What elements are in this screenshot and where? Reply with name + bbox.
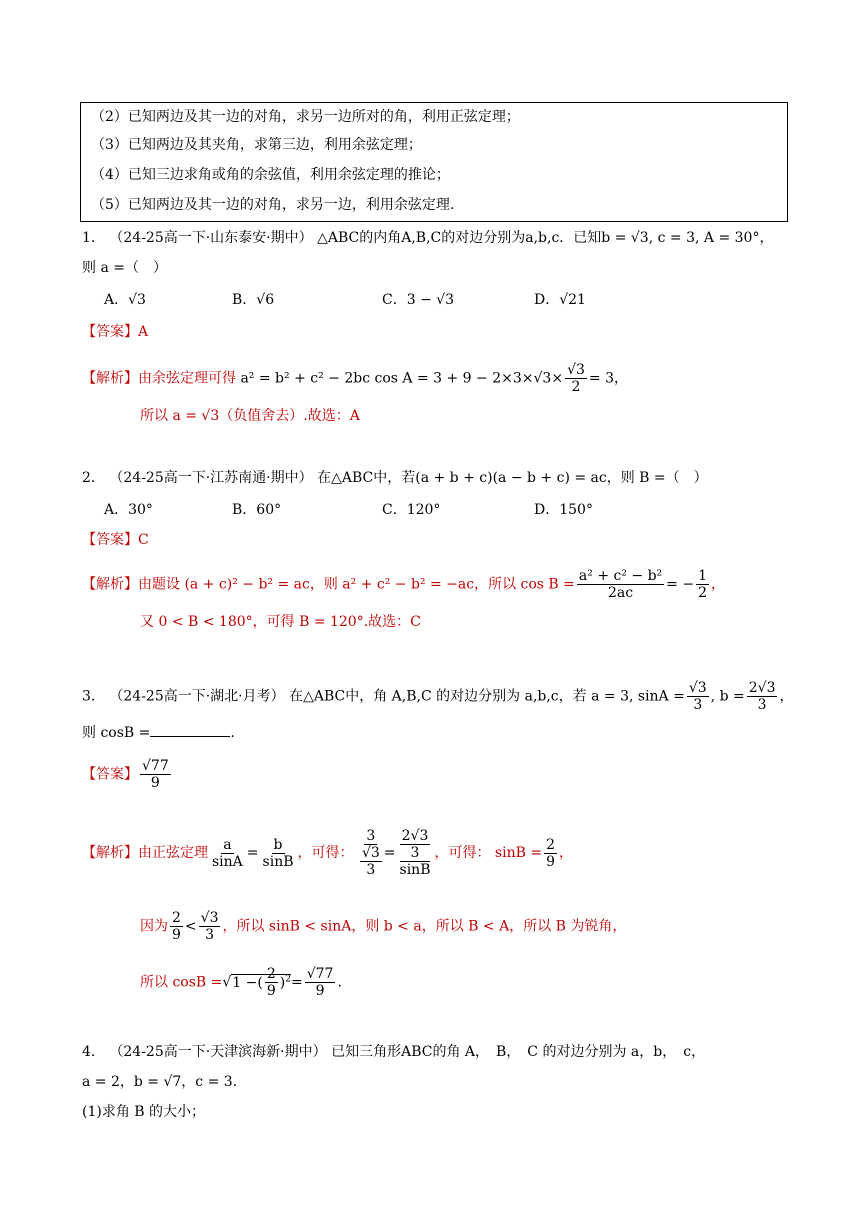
- fraction: [199, 910, 221, 943]
- fraction: [360, 845, 382, 878]
- fraction-den: 3: [205, 927, 215, 943]
- question-text: 在△ABC中，角 A,B,C 的对边分别为 a,b,c，若 a = 3, sinA =: [289, 688, 685, 705]
- fraction-num: 2√3: [748, 680, 776, 696]
- answer-1: [82, 322, 148, 342]
- fraction-den: 9: [546, 853, 556, 870]
- analysis-text: 由正弦定理: [138, 845, 208, 861]
- box-row-2: （2）已知两边及其一边的对角，求另一边所对的角，利用正弦定理；: [91, 109, 520, 125]
- question-4-sub1: (1)求角 B 的大小；: [82, 1104, 206, 1120]
- question-number: 4．: [82, 1044, 105, 1060]
- fraction-num: a: [223, 836, 232, 853]
- option-b: B．√6: [232, 292, 275, 308]
- answer-tag: 【答案】: [82, 324, 138, 340]
- analysis-tag: 【解析】: [82, 845, 138, 861]
- fraction: [305, 966, 336, 999]
- equals: =: [383, 845, 396, 861]
- method-summary-box: [80, 102, 788, 222]
- analysis-math-end: ，: [711, 576, 725, 593]
- question-text-end: .: [230, 725, 235, 741]
- analysis-math-mid: = −: [666, 576, 695, 593]
- question-4-line2: a = 2，b = √7，c = 3.: [82, 1074, 238, 1090]
- fraction: [210, 837, 245, 870]
- option-a: A．√3: [104, 292, 146, 308]
- fraction-den: 9: [172, 927, 181, 943]
- analysis-text: ，: [559, 845, 574, 861]
- question-text: 已知三角形ABC的角 A， B， C 的对边分别为 a，b， c，: [331, 1044, 706, 1060]
- fraction: [687, 680, 709, 713]
- analysis-1-line2: 所以 a = √3（负值舍去）.故选：A: [140, 408, 360, 424]
- question-source: （24-25高一下·江苏南通·期中）: [109, 470, 313, 486]
- less-than: <: [184, 918, 197, 935]
- question-source: （24-25高一下·湖北·月考）: [109, 688, 285, 705]
- question-4: [82, 1042, 705, 1062]
- fraction: [747, 680, 778, 713]
- fraction: [400, 828, 431, 862]
- question-3-line2: [82, 722, 235, 743]
- compound-fraction-left: [360, 828, 382, 878]
- sqrt-inner: 1 −: [232, 974, 258, 991]
- fraction-den: 9: [315, 983, 325, 999]
- analysis-3-line2: [140, 910, 626, 943]
- box-row-5: （5）已知两边及其一边的对角，求另一边，利用余弦定理.: [91, 197, 455, 213]
- fraction-den: 9: [150, 775, 160, 791]
- fraction-num: b: [273, 836, 283, 853]
- answer-value: A: [138, 324, 149, 340]
- analysis-text: 所以 cosB =: [140, 974, 223, 991]
- analysis-tag: 【解析】: [82, 576, 138, 593]
- analysis-math-end: = 3，: [588, 370, 628, 387]
- fraction-num: √3: [688, 680, 707, 696]
- answer-fraction: [140, 758, 171, 791]
- question-text: 在△ABC中，若(a + b + c)(a − b + c) = ac，则 B =（ ）: [317, 470, 708, 486]
- question-text-end: ，: [779, 688, 794, 705]
- analysis-math: (a + c)² − b² = ac，则 a² + c² − b² = −ac，所以 cos B =: [184, 576, 575, 593]
- answer-3: [82, 758, 173, 791]
- question-number: 2．: [82, 470, 105, 486]
- fraction-den: 2: [698, 585, 707, 601]
- option-c: C．120°: [382, 502, 441, 518]
- analysis-text: ，可得：: [297, 845, 354, 861]
- question-text: △ABC的内角A,B,C的对边分别为a,b,c．已知b = √3, c = 3, A = 30°，: [317, 230, 774, 246]
- option-d: D．150°: [534, 502, 593, 518]
- box-row-3: （3）已知两边及其夹角，求第三边，利用余弦定理；: [91, 137, 422, 153]
- analysis-3-line3: [140, 966, 342, 999]
- fraction: [577, 568, 664, 601]
- analysis-text: ，所以 sinB < sinA，则 b < a，所以 B < A，所以 B 为锐角，: [222, 918, 627, 935]
- analysis-math: a² = b² + c² − 2bc cos A = 3 + 9 − 2×3×√3×: [240, 370, 564, 387]
- analysis-tag: 【解析】: [82, 370, 138, 387]
- question-2: [82, 468, 708, 488]
- fraction-den: sinA: [212, 853, 243, 870]
- analysis-2-line2: 又 0 < B < 180°，可得 B = 120°.故选：C: [140, 614, 421, 630]
- fraction-den: 3: [410, 845, 420, 861]
- answer-tag: 【答案】: [82, 532, 138, 548]
- fraction-num: √3: [567, 362, 585, 378]
- option-b: B．60°: [232, 502, 282, 518]
- fraction-den: 2ac: [607, 585, 634, 601]
- compound-fraction-right: [398, 828, 433, 878]
- fraction-num: √77: [142, 758, 169, 774]
- option-c: C．3 − √3: [382, 292, 455, 308]
- fraction: [544, 837, 557, 870]
- question-source: （24-25高一下·天津滨海新·期中）: [109, 1044, 327, 1060]
- fraction-den: 2: [571, 379, 581, 395]
- analysis-text: 由题设: [138, 576, 180, 593]
- fraction-den: 3: [366, 862, 376, 878]
- analysis-text: ，可得： sinB =: [434, 845, 543, 861]
- answer-blank[interactable]: [150, 722, 230, 737]
- option-a: A．30°: [104, 502, 153, 518]
- analysis-text: .: [337, 974, 342, 991]
- question-1-line2: 则 a =（ ）: [82, 260, 167, 276]
- equals: =: [290, 974, 303, 991]
- fraction-num: a² + c² − b²: [578, 568, 663, 584]
- fraction-num: 2: [172, 910, 181, 926]
- fraction: [696, 568, 709, 601]
- analysis-1-line1: [82, 362, 628, 395]
- fraction: [170, 910, 183, 943]
- fraction-num: 3: [366, 828, 376, 844]
- fraction-num: √3: [361, 845, 380, 861]
- question-number: 1．: [82, 230, 105, 246]
- analysis-text: 由余弦定理可得: [138, 370, 236, 387]
- fraction-num: 2: [266, 966, 276, 982]
- fraction-num: 2√3: [401, 828, 429, 844]
- fraction-den: 9: [266, 983, 276, 999]
- question-1: [82, 228, 773, 248]
- answer-value: C: [138, 532, 149, 548]
- sqrt-content: 1 −( $\frac{2}{9}$ )$^2$: [232, 966, 291, 999]
- fraction: [261, 837, 296, 870]
- question-text: 则 cosB =: [82, 725, 151, 741]
- question-3: [82, 680, 793, 713]
- analysis-text: 因为: [140, 918, 168, 935]
- fraction-den: sinB: [262, 853, 294, 870]
- fraction-num: √3: [200, 910, 219, 926]
- equals: =: [246, 845, 259, 861]
- analysis-2-line1: [82, 568, 725, 601]
- box-row-4: （4）已知三边求角或角的余弦值，利用余弦定理的推论；: [91, 167, 450, 183]
- fraction-den: sinB: [399, 862, 431, 878]
- fraction-den: 3: [757, 697, 767, 713]
- fraction-num: 2: [546, 836, 556, 853]
- fraction: [565, 362, 587, 395]
- fraction-num: √77: [306, 966, 334, 982]
- option-d: D．√21: [534, 292, 586, 308]
- fraction-den: 3: [693, 697, 703, 713]
- question-number: 3．: [82, 688, 105, 705]
- sqrt-sign: √: [222, 974, 232, 991]
- analysis-3-line1: [82, 828, 573, 878]
- answer-tag: 【答案】: [82, 766, 138, 783]
- question-source: （24-25高一下·山东泰安·期中）: [109, 230, 313, 246]
- fraction: [265, 966, 278, 999]
- question-text-b: , b =: [710, 688, 745, 705]
- fraction-num: 1: [698, 568, 707, 584]
- answer-2: [82, 530, 149, 550]
